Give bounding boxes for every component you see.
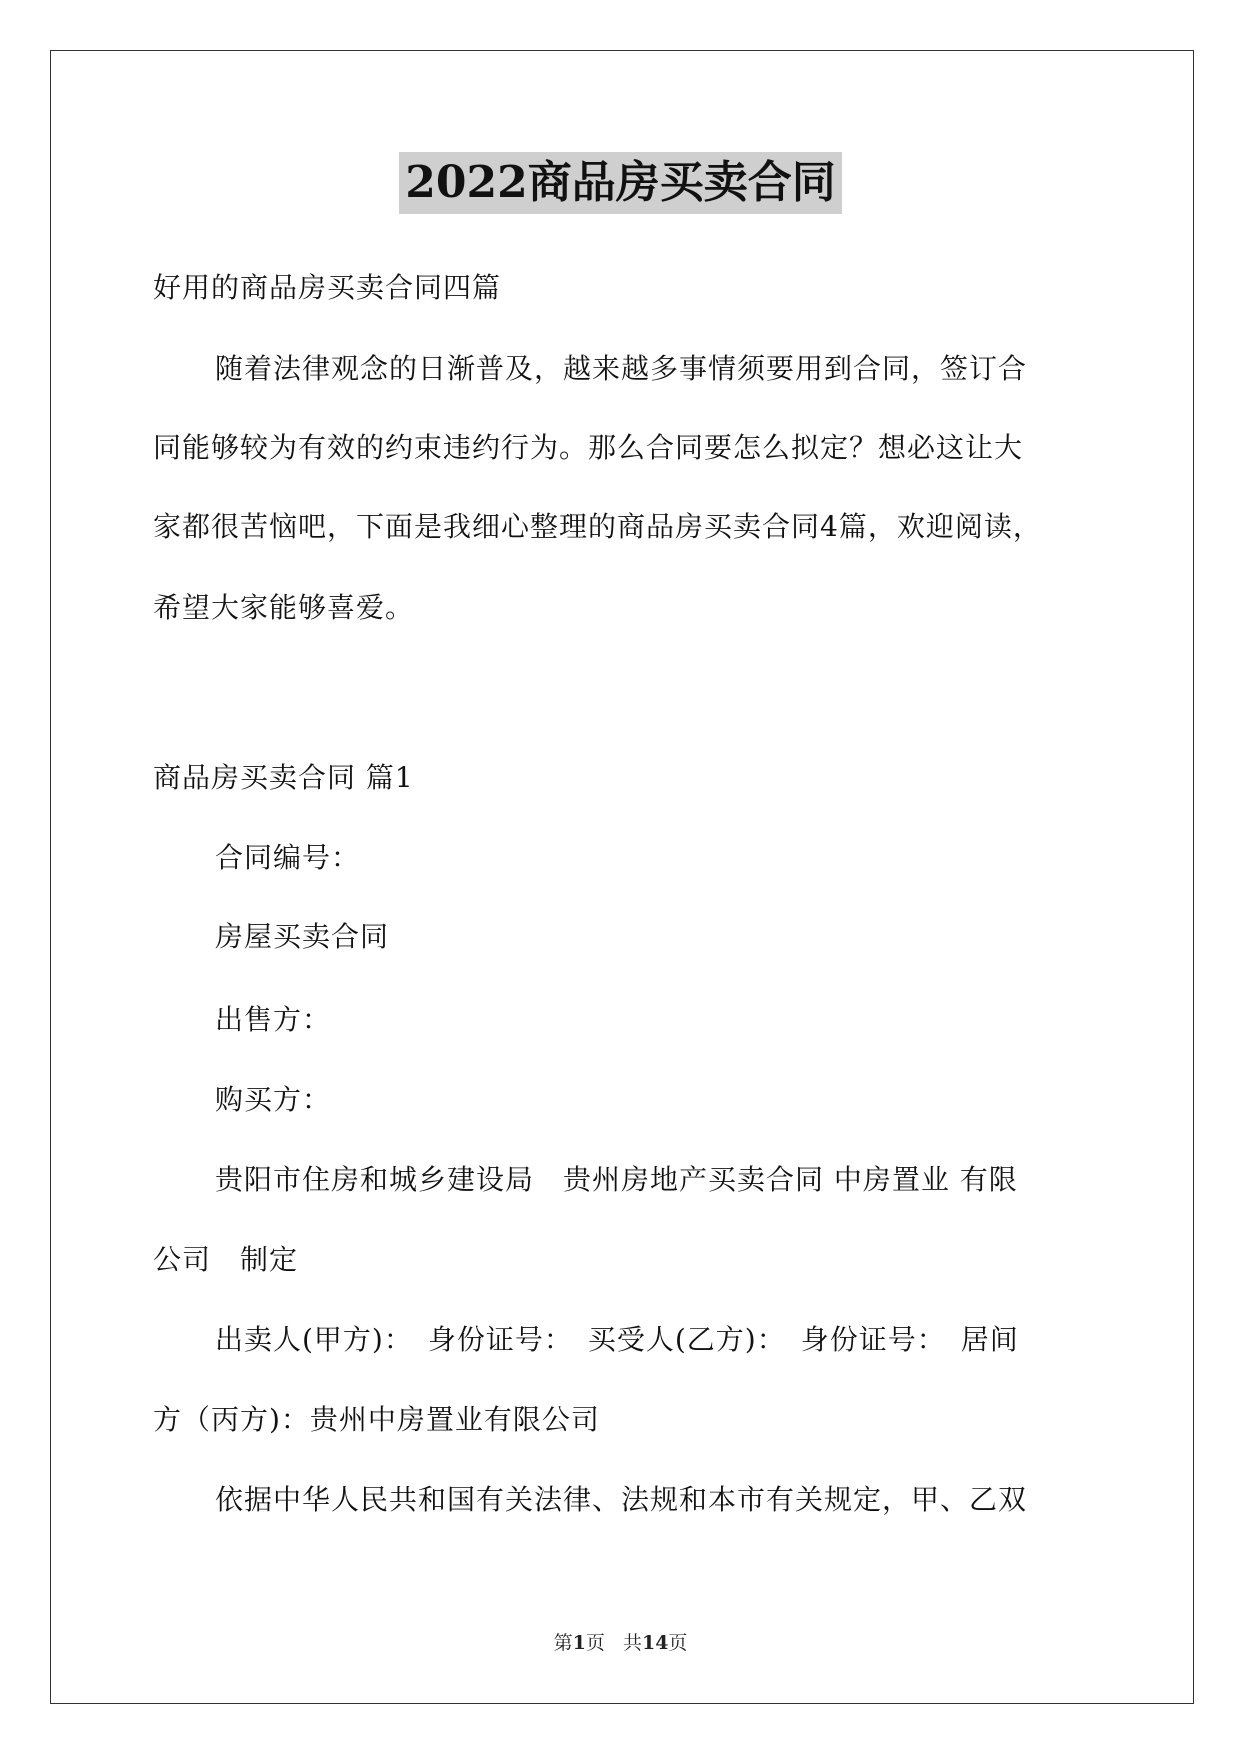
- footer-total-suffix: 页: [668, 1632, 688, 1654]
- body-line-issuer-1: 贵阳市住房和城乡建设局 贵州房地产买卖合同 中房置业 有限: [215, 1163, 1018, 1196]
- footer-total-prefix: 共: [622, 1632, 642, 1654]
- footer-page-suffix: 页: [585, 1632, 605, 1654]
- intro-line-1: 随着法律观念的日渐普及，越来越多事情须要用到合同，签订合: [215, 352, 1028, 385]
- footer-page-prefix: 第: [553, 1632, 573, 1654]
- body-line-seller: 出售方：: [215, 1003, 332, 1036]
- title-container: [0, 152, 1241, 214]
- body-line-contract-name: 房屋买卖合同: [215, 920, 390, 953]
- body-line-legal-basis: 依据中华人民共和国有关法律、法规和本市有关规定，甲、乙双: [215, 1483, 1028, 1516]
- body-line-contract-number: 合同编号：: [215, 841, 361, 874]
- body-line-issuer-2: 公司 制定: [153, 1243, 299, 1276]
- footer-total-pages: 14: [641, 1632, 669, 1654]
- document-title: 2022商品房买卖合同: [399, 152, 841, 214]
- body-line-parties-1: 出卖人(甲方)： 身份证号： 买受人(乙方)： 身份证号： 居间: [215, 1323, 1019, 1356]
- intro-line-4: 希望大家能够喜爱。: [153, 591, 415, 624]
- body-line-buyer: 购买方：: [215, 1083, 332, 1116]
- intro-line-2: 同能够较为有效的约束违约行为。那么合同要怎么拟定？想必这让大: [153, 431, 1024, 464]
- page-footer: [0, 1630, 1241, 1656]
- section-heading: 商品房买卖合同 篇1: [153, 761, 414, 794]
- body-line-parties-2: 方（丙方)：贵州中房置业有限公司: [153, 1403, 600, 1436]
- document-subtitle: 好用的商品房买卖合同四篇: [153, 271, 502, 304]
- intro-line-3: 家都很苦恼吧，下面是我细心整理的商品房买卖合同4篇，欢迎阅读，: [153, 510, 1042, 543]
- footer-page-number: 1: [572, 1632, 586, 1654]
